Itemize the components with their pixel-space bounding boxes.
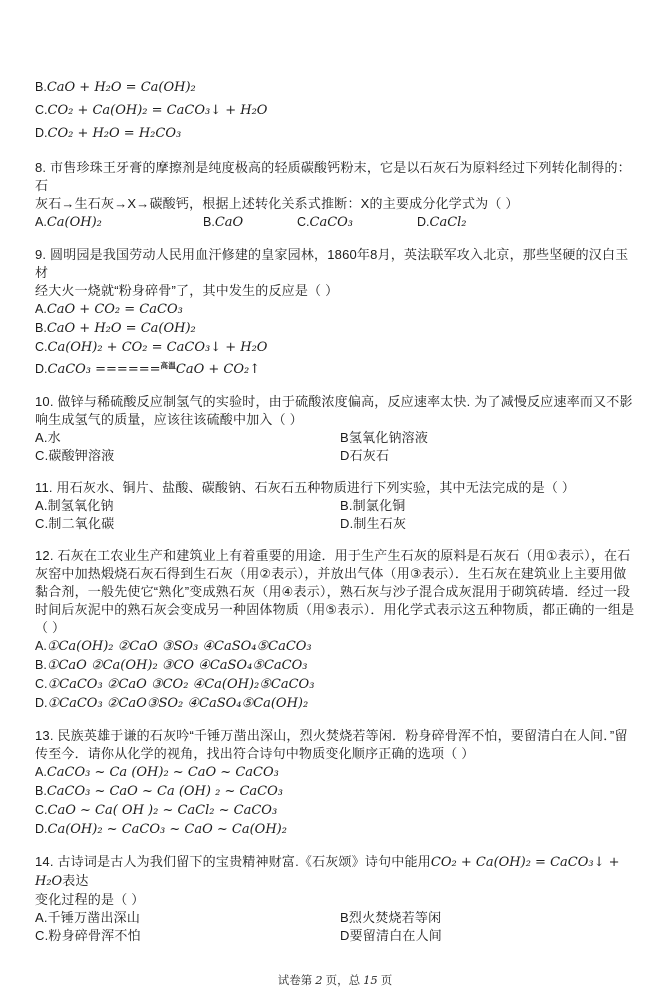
question-stem-line: （ ） — [35, 620, 66, 635]
question-stem-line: 10. 做锌与稀硫酸反应制氢气的实验时，由于硫酸浓度偏高，反应速率太快. 为了减慢反应速率而又不影 — [35, 394, 633, 409]
question-stem-line: 时间后灰泥中的熟石灰会变成另一种固体物质（用⑤表示）．用化学式表示这五种物质，都正确的一组是 — [35, 602, 635, 617]
option-b: B.制氯化铜 — [340, 498, 406, 513]
option-d — [35, 694, 635, 713]
chem-formula: CO₂ + Ca(OH)₂ = CaCO₃↓ + H₂O — [47, 103, 268, 118]
option-a — [35, 637, 635, 656]
chem-formula-set: ①CaCO₃ ②CaO③SO₂ ④CaSO₄⑤Ca(OH)₂ — [47, 696, 309, 711]
options-row — [35, 213, 635, 232]
chem-formula: CaCO₃ — [309, 215, 354, 230]
option-a: A.制氢氧化钠 — [35, 498, 114, 513]
option-b — [35, 656, 635, 675]
option-c — [35, 801, 635, 820]
chem-formula: Ca(OH)₂ — [46, 215, 102, 230]
option-d: D石灰石 — [340, 448, 390, 463]
question-stem-line: 响生成氢气的质量，应该往该硫酸中加入（ ） — [35, 412, 303, 427]
option-label: C. — [35, 677, 48, 691]
question-stem-line — [35, 853, 635, 891]
option-label: A. — [35, 639, 47, 653]
footer-text: 试卷第 — [277, 975, 313, 987]
option-c: C.制二氧化碳 — [35, 516, 115, 531]
options-grid — [35, 909, 635, 945]
option-c — [35, 338, 635, 357]
option-label: C. — [35, 803, 48, 817]
option-label: B. — [203, 215, 215, 229]
option-label: C. — [35, 340, 48, 354]
option-label: A. — [35, 765, 47, 779]
question-10 — [35, 393, 635, 465]
question-stem-line: 12. 石灰在工农业生产和建筑业上有着重要的用途．用于生产生石灰的原料是石灰石（用①表示），在石 — [35, 548, 631, 563]
chem-sequence: Ca(OH)₂ ~ CaCO₃ ~ CaO ~ Ca(OH)₂ — [47, 822, 287, 837]
chem-sequence: CaCO₃ ~ CaO ~ Ca (OH) ₂ ~ CaCO₃ — [46, 784, 283, 799]
option-c: C.粉身碎骨浑不怕 — [35, 928, 141, 943]
option-b: B烈火焚烧若等闲 — [340, 910, 442, 925]
option-label: B. — [35, 321, 47, 335]
option-a — [35, 213, 203, 232]
option-a — [35, 300, 635, 319]
question-12 — [35, 547, 635, 713]
chem-formula: CaCl₂ — [429, 215, 467, 230]
chem-equation: CaCO₃ ====== — [47, 362, 161, 377]
question-9 — [35, 246, 635, 379]
chem-formula-set: ①CaCO₃ ②CaO ③CO₂ ④Ca(OH)₂⑤CaCO₃ — [47, 677, 315, 692]
question-stem-line: 8. 市售珍珠王牙膏的摩擦剂是纯度极高的轻质碳酸钙粉末，它是以石灰石为原料经过下列转化制得的：石 — [35, 160, 631, 193]
question-8 — [35, 159, 635, 232]
option-d — [35, 820, 635, 839]
question-stem-line: 灰窑中加热煅烧石灰石得到生石灰（用②表示），并放出气体（用③表示）．生石灰在建筑业上主要用做 — [35, 566, 627, 581]
question-14 — [35, 853, 635, 945]
option-b — [203, 213, 297, 232]
footer-text: 页，总 — [325, 975, 361, 987]
option-a: A.千锤万凿出深山 — [35, 910, 141, 925]
option-b: B氢氧化钠溶液 — [340, 430, 429, 445]
option-d — [35, 357, 635, 379]
chem-equation: CaO + H₂O = Ca(OH)₂ — [46, 321, 196, 336]
footer-text: 页 — [380, 975, 393, 987]
question-11 — [35, 479, 635, 533]
option-d — [417, 213, 635, 232]
chem-formula: CO₂ + H₂O = H₂CO₃ — [47, 126, 182, 141]
chem-equation: CaO + CO₂↑ — [175, 362, 261, 377]
option-label: C. — [297, 215, 310, 229]
option-d: D要留清白在人间 — [340, 928, 442, 943]
chem-formula: CaO + H₂O = Ca(OH)₂ — [46, 80, 196, 95]
option-label: A. — [35, 215, 47, 229]
options-grid — [35, 429, 635, 465]
total-pages: 15 — [363, 973, 378, 987]
option-label: D. — [35, 696, 48, 710]
question-stem-line: 变化过程的是（ ） — [35, 892, 145, 907]
option-b — [35, 782, 635, 801]
page-footer — [35, 972, 635, 988]
chem-formula: CaO — [214, 215, 244, 230]
chem-equation: CaO + CO₂ = CaCO₃ — [46, 302, 183, 317]
option-label: B. — [35, 784, 47, 798]
option-b — [35, 319, 635, 338]
option-label: B. — [35, 658, 47, 672]
option-line — [35, 99, 635, 122]
page-number: 2 — [315, 973, 323, 987]
option-a: A.水 — [35, 430, 61, 445]
chem-sequence: CaCO₃ ~ Ca (OH)₂ ~ CaO ~ CaCO₃ — [46, 765, 279, 780]
option-label: D. — [35, 126, 48, 140]
chem-sequence: CaO ~ Ca( OH )₂ ~ CaCl₂ ~ CaCO₃ — [47, 803, 278, 818]
stem-text: 14. 古诗词是古人为我们留下的宝贵精神财富.《石灰颂》诗句中能用 — [35, 854, 431, 869]
question-stem-line: 灰石→生石灰→X→碳酸钙，根据上述转化关系式推断：X的主要成分化学式为（ ） — [35, 196, 519, 211]
option-label: B. — [35, 80, 47, 94]
option-c — [35, 675, 635, 694]
option-c — [297, 213, 417, 232]
chem-equation: CO₂ + Ca(OH)₂ = CaCO₃↓ + H₂O — [35, 855, 620, 889]
question-stem-line: 13. 民族英雄于谦的石灰吟“千锤万凿出深山，烈火焚烧若等闲．粉身碎骨浑不怕，要留清白在人间．”留 — [35, 728, 628, 743]
option-label: C. — [35, 103, 48, 117]
option-c: C.碳酸钾溶液 — [35, 448, 115, 463]
option-line — [35, 122, 635, 145]
question-13 — [35, 727, 635, 839]
question-stem-line: 经大火一烧就“粉身碎骨”了，其中发生的反应是（ ） — [35, 283, 339, 298]
chem-formula-set: ①Ca(OH)₂ ②CaO ③SO₃ ④CaSO₄⑤CaCO₃ — [46, 639, 312, 654]
option-label: D. — [417, 215, 430, 229]
option-label: A. — [35, 302, 47, 316]
option-label: D. — [35, 822, 48, 836]
option-line — [35, 76, 635, 99]
options-grid — [35, 497, 635, 533]
option-label: D. — [35, 362, 48, 376]
question-stem-line: 9. 圆明园是我国劳动人民用血汗修建的皇家园林，1860年8月，英法联军攻入北京，那些坚硬的汉白玉材 — [35, 247, 629, 280]
question-stem-line: 黏合剂，一般先使它“熟化”变成熟石灰（用④表示），熟石灰与沙子混合成灰混用于砌筑砖墙．经过一段 — [35, 584, 631, 599]
option-d: D.制生石灰 — [340, 516, 407, 531]
reaction-condition: 高温 — [160, 361, 176, 370]
chem-formula-set: ①CaO ②Ca(OH)₂ ③CO ④CaSO₄⑤CaCO₃ — [46, 658, 308, 673]
chem-equation: Ca(OH)₂ + CO₂ = CaCO₃↓ + H₂O — [47, 340, 268, 355]
option-a — [35, 763, 635, 782]
question-stem-line: 11. 用石灰水、铜片、盐酸、碳酸钠、石灰石五种物质进行下列实验，其中无法完成的是（ ） — [35, 480, 576, 495]
question-stem-line: 传至今．请你从化学的视角，找出符合诗句中物质变化顺序正确的选项（ ） — [35, 746, 475, 761]
stem-text: 表达 — [62, 873, 89, 888]
question-7-options — [35, 76, 635, 145]
